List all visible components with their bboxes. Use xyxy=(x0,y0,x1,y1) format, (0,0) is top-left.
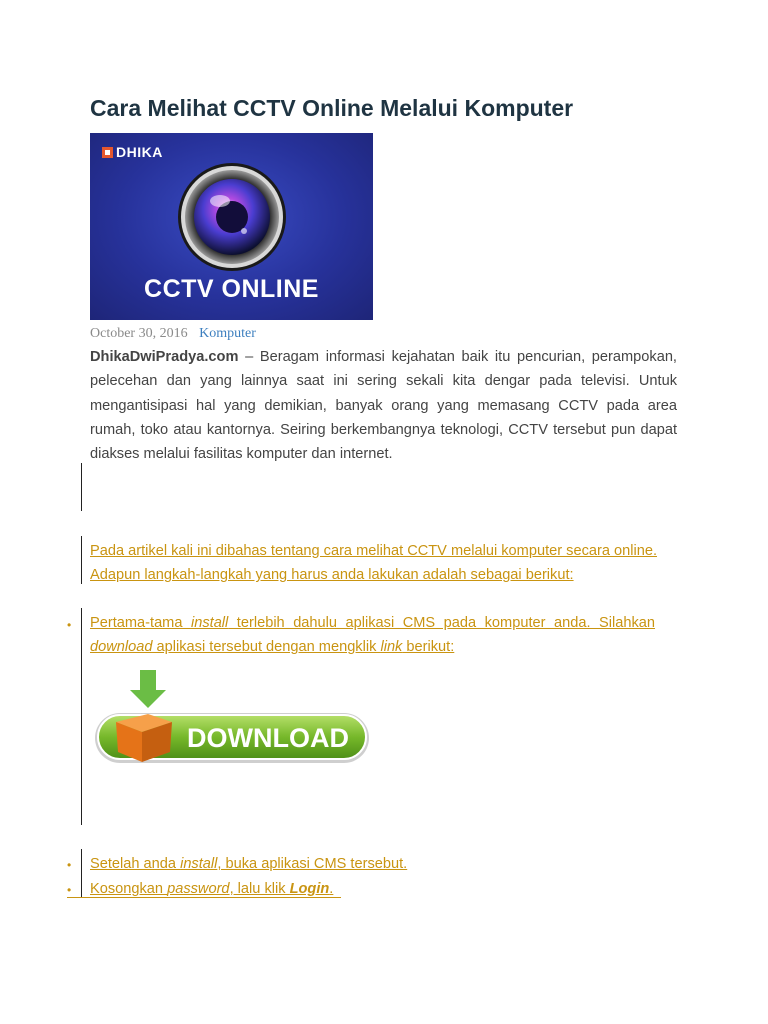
quote-bar xyxy=(81,849,82,897)
list-item xyxy=(90,852,407,876)
login-link[interactable]: Login xyxy=(289,881,330,897)
post-meta xyxy=(90,325,256,343)
featured-image xyxy=(90,133,373,320)
quote-bar xyxy=(81,536,82,584)
category-link[interactable]: Komputer xyxy=(199,326,256,341)
steps-intro xyxy=(90,539,680,588)
logo-mark-icon xyxy=(102,147,113,158)
hero-caption: CCTV ONLINE xyxy=(144,275,319,303)
list-item xyxy=(90,611,655,660)
site-name: DhikaDwiPradya.com xyxy=(90,349,239,365)
quote-bar xyxy=(81,463,82,511)
step-text: Setelah anda install, buka aplikasi CMS tersebut. xyxy=(90,856,408,872)
brand-logo xyxy=(102,144,163,160)
post-date: October 30, 2016 xyxy=(90,326,188,341)
bullet-icon xyxy=(67,889,73,895)
download-button[interactable] xyxy=(92,666,372,768)
bullet-icon xyxy=(67,864,73,870)
quote-bar xyxy=(81,608,82,825)
page-title: Cara Melihat CCTV Online Melalui Komputer xyxy=(90,95,574,121)
intro-paragraph xyxy=(90,345,677,466)
logo-text: DHIKA xyxy=(116,144,163,160)
intro-text: – Beragam informasi kejahatan baik itu pencurian, perampokan, pelecehan dan yang lainnya saat ini sering sekali kita dengar pada televisi. Untuk mengantisipasi hal yang demikian, banyak orang yang memasang CCTV pada area rumah, toko atau kantornya. Seiring berkembangnya teknologi, CCTV tersebut pun dapat diakses melalui fasilitas komputer dan internet. xyxy=(90,349,677,463)
step-text: Kosongkan password, lalu klik Login. xyxy=(90,881,334,897)
download-label: DOWNLOAD xyxy=(187,723,349,753)
separator xyxy=(67,897,341,898)
camera-lens-icon xyxy=(174,159,290,275)
steps-intro-text: Pada artikel kali ini dibahas tentang cara melihat CCTV melalui komputer secara online. Adapun langkah-langkah yang harus anda lakukan adalah sebagai berikut: xyxy=(90,543,658,584)
bullet-icon xyxy=(67,624,73,630)
step-text: Pertama-tama install terlebih dahulu aplikasi CMS pada komputer anda. Silahkan download aplikasi tersebut dengan mengklik link berikut: xyxy=(90,615,656,656)
